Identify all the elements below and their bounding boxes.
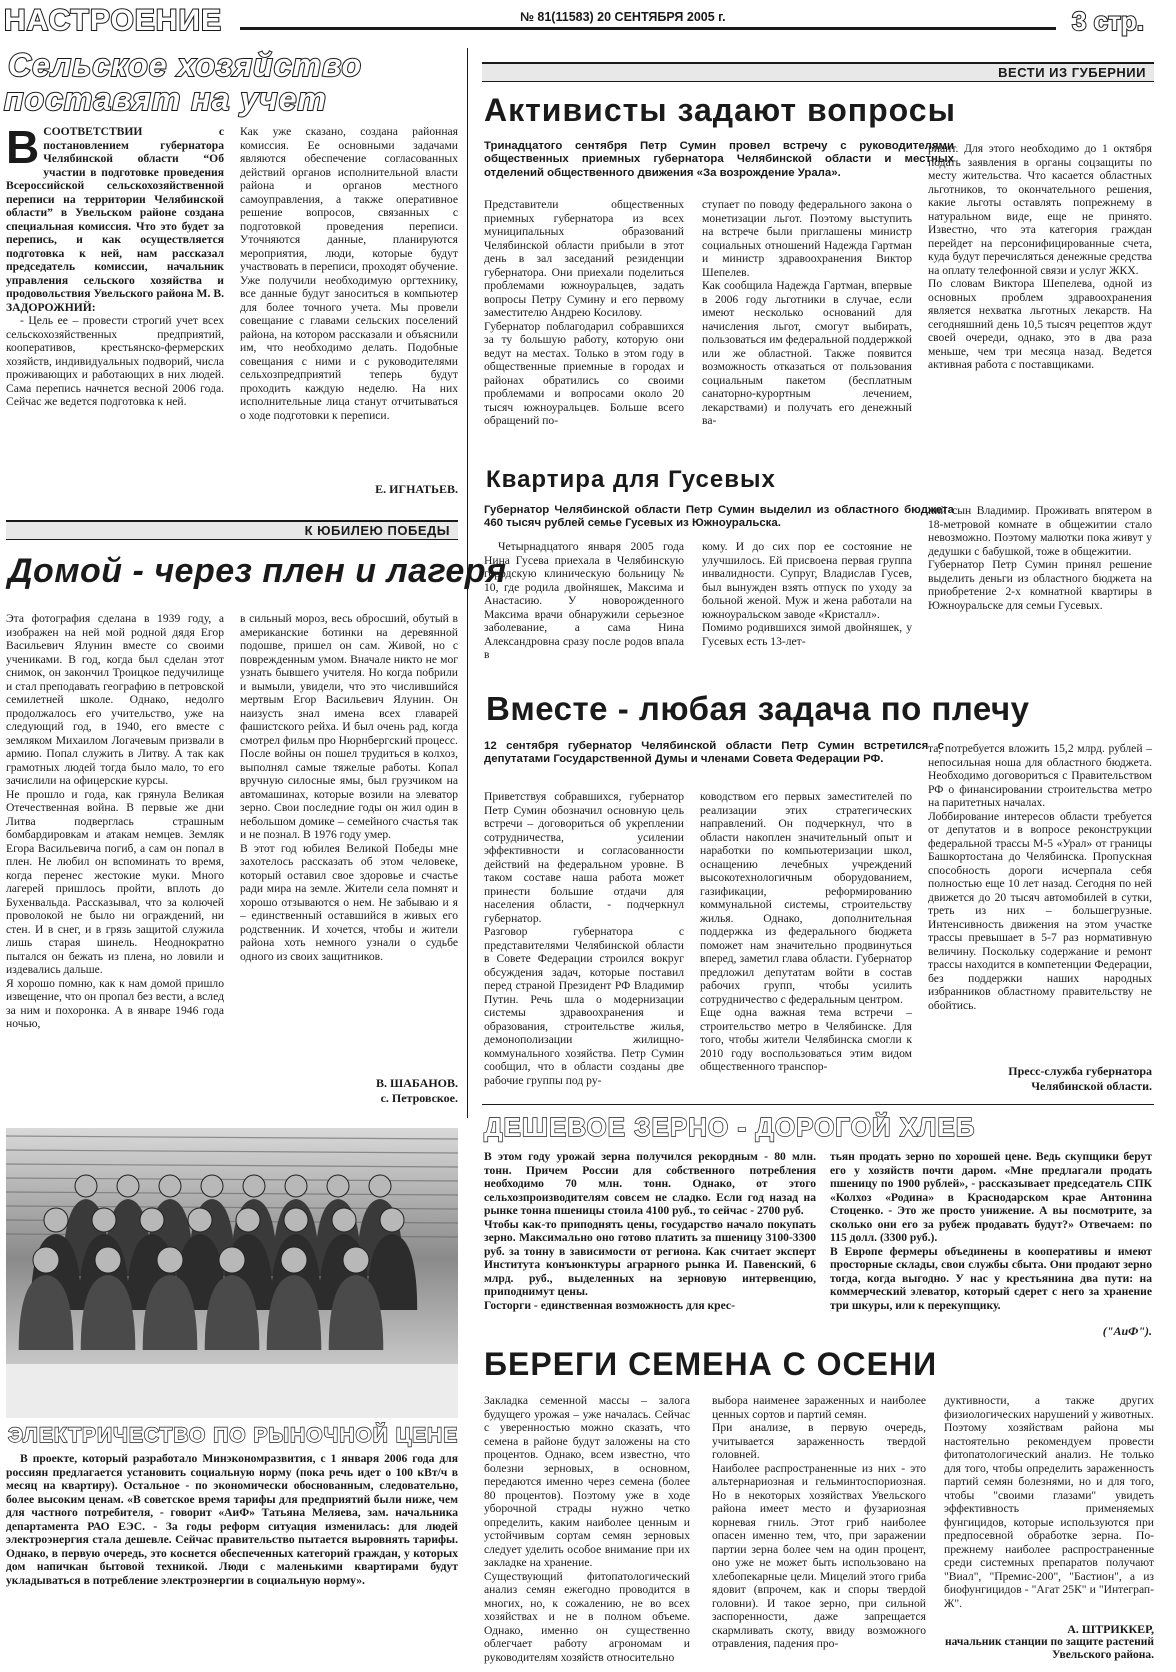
seeds-signature-role: начальник станции по защите растений Увельского района. [944,1636,1154,1662]
seeds-col2-text: выбора наименее зараженных и наиболее ценных сортов и партий семян. При анализе, в первую очередь, учитывается зараженность твердой головней. Наиболее распространенные из них - это альтернариозная и гельминтоспориозная. Но в некоторых хозяйствах Увельского района имеет место и фузариозная корневая гниль. Этот гриб наиболее опасен именно тем, что, при заражении партии зерна более чем на один процент, оно уже не может быть использовано на хлебопекарные цели. Мицелий этого гриба ядовит (впрочем, как и споры твердой головни). И такое зерно, при сильной заспоренности, даже запрещается скармливать скоту, ввиду возможного отравления, падения про- [712,1394,926,1650]
activists-lead: Тринадцатого сентября Петр Сумин провел встречу с руководителями общественных приемных губернатора Челябинской области и местных отделений общественного движения «За возрождение Урала». [484,140,954,179]
section-title: НАСТРОЕНИЕ [4,4,223,37]
activists-column-3 [928,142,1152,457]
person-head [33,1247,59,1273]
activists-column-1 [484,198,684,453]
person-head [236,1208,260,1232]
agri-column-1 [6,125,224,505]
apartment-col1-text: Четырнадцатого января 2005 года Нина Гусева приехала в Челябинскую городскую клиническую больницу № 10, где родила двойняшек, Максима и Анастасию. У новорожденного Максима врачи обнаружили серьезное заболевание, а сама Нина Александровна сразу после родов впала в [484,540,684,661]
activists-col1-text: Представители общественных приемных губернатора из всех муниципальных образований Челябинской области прибыли в этот день в зал заседаний резиденции губернатора. Они приехали поделиться проблемами южноуральцев, задать вопросы Петру Сумину и его первому заместителю Андрею Косилову. Губернатор поблагодарил собравшихся за ту большую работу, которую они ведут на местах. Только в этом году в общественные приемные в городах и районах обратились со своими проблемами и вопросами около 20 тысяч южноуральцев. Больше всего обращений по- [484,198,684,427]
apartment-column-1 [484,540,684,670]
grain-col1-text: В этом году урожай зерна получился рекордным - 80 млн. тонн. Причем России для собственного потребления необходимо 70 млн. тонн. Однако, от этого сельхозпроизводителям совсем не сладко. Если год назад на рынке тонна пшеницы стоила 4100 руб., то сейчас - 2700 руб. Чтобы как-то приподнять цены, государство начало покупать зерно. Максимально оно готово платить за пшеницу 3100-3300 руб. за тонну в зависимости от региона. Как считает эксперт Института конъюнктуры аграрного рынка И. Павенский, 6 млрд. руб., выделенных на зерновую интервенцию, приподнимут цены. Госторги - единственная возможность для крес- [484,1150,816,1312]
power-text [6,1452,458,1668]
agri-quote: - Цель ее – провести строгий учет всех сельскохозяйственных предприятий, кооперативов, крестьянско-фермерских хозяйств, индивидуальных подворий, числа проживающих и работающих в них людей. Сама перепись начнется весной 2006 года. Сейчас же ведется подготовка к ней. [6,314,224,408]
grain-title: ДЕШЕВОЕ ЗЕРНО - ДОРОГОЙ ХЛЕБ [484,1112,976,1142]
together-signature-org: Челябинской области. [1031,1079,1152,1093]
power-title: ЭЛЕКТРИЧЕСТВО ПО РЫНОЧНОЙ ЦЕНЕ [8,1424,459,1447]
agri-title-line2: поставят на учет [4,81,327,117]
together-col3-text: та, потребуется вложить 15,2 млрд. рублей – непосильная ноша для областного бюджета. Необходимо договориться с Правительством РФ о финансировании строительства метро на паритетных началах. Лоббирование интересов области требуется от депутатов и в вопросе реконструкции федеральной трассы М-5 «Урал» от границы Башкортостана до Челябинска. Пропускная способность дороги исчерпала себя полностью еще 10 лет назад. Сегодня по ней движется до 20 тысяч автомобилей в сутки, треть из них – большегрузные. Интенсивность движения на этом участке трассы превышает в 5-7 раз нормативную величину. Поскольку содержание и ремонт трассы находится в компетенции Федерации, без поддержки наших народных избранников областному правительству не обойтись. [928,742,1152,1012]
class-photo-image [6,1128,458,1418]
grain-column-2 [830,1150,1152,1322]
page-number: 3 стр. [1072,6,1144,36]
person-head [159,1175,181,1197]
power-body: В проекте, который разработало Минэкономразвития, с 1 января 2006 года для россиян предлагается установить социальную норму (пока речь идет о 100 кВт/ч в месяц на квартиру). Остальное - по экономически обоснованным, следовательно, более высоким ценам. «В советское время тарифы для предприятий были ниже, чем для частного потребителя, - говорит «АиФ» Татьяна Меляева, зам. начальника департамента РАО ЕЭС. - За годы реформ ситуация изменилась: для людей электроэнергия стала дешевле. Сейчас правительство пытается выровнять тарифы. Однако, в первую очередь, это коснется обеспеченных категорий граждан, у которых дом напичкан бытовой техникой. Люди с маленькими квартирами будут укладываться в потребление электроэнергии в социальную норму». [6,1452,458,1587]
apartment-lead: Губернатор Челябинской области Петр Сумин выделил из областного бюджета 460 тысяч рублей семье Гусевых из Южноуральска. [484,504,954,530]
issue-date: № 81(11583) 20 СЕНТЯБРЯ 2005 г. [520,10,726,24]
together-title: Вместе - любая задача по плечу [486,690,1030,727]
person-head [285,1175,307,1197]
person-head [188,1208,212,1232]
seeds-column-3 [944,1394,1154,1620]
victory-column-2 [240,612,458,1072]
together-bottom-rule [482,1104,1154,1105]
person-head [332,1208,356,1232]
activists-column-2 [702,198,912,453]
apartment-title: Квартира для Гусевых [486,466,776,493]
person-head [380,1208,404,1232]
apartment-col2-text: кому. И до сих пор ее состояние не улучшилось. Ей присвоена первая группа инвалидности. Супруг, Владислав Гусев, был вынужден взять отпуск по уходу за больной женой. Муж и жена работали на южноуральском заводе «Кристалл». Помимо родившихся зимой двойняшек, у Гусевых есть 13-лет- [702,540,912,648]
victory-col2-text: в сильный мороз, весь обросший, обутый в американские ботинки на деревянной подошве, пришел он сам. Живой, но с поврежденным умом. Вначале никто не мог узнать бывшего учителя. Но когда побрили и вымыли, увидели, что это числившийся мертвым Егор Васильевич Ялунин. Он наизусть знал имена всех главарей фашистского рейха. И был очень рад, когда смотрел фильм про Нюрнбергский процесс. После войны он пошел трудиться в колхоз, выполнял самые тяжелые работы. Копал вручную силосные ямы, был грузчиком на автомашинах, которые возили на элеватор зерно. Свои последние годы он жил один в небольшом домике – семейного счастья так и не познал. В 1976 году умер. В этот год юбилея Великой Победы мне захотелось рассказать об этом человеке, который оставил свое здоровье и счастье ради мира на земле. Жители села помнят и хорошо отзываются о нем. Не забываю и я – единственный оставшийся в живых его родственник. И хочется, чтобы и жители района хоть немного узнали о судьбе одного из своих защитников. [240,612,458,963]
agri-dropcap: В [6,125,40,173]
seeds-column-1 [484,1394,690,1666]
person-head [157,1247,183,1273]
apartment-col3-text: ний сын Владимир. Проживать впятером в 18-метровой комнате в общежитии стало невозможно. Поэтому малютки пока живут у дедушки с бабушкой, тоже в общежитии. Губернатор Петр Сумин принял решение выделить деньги из областного бюджета на приобретение 2-х комнатной квартиры в Южноуральске для семьи Гусевых. [928,504,1152,612]
activists-title: Активисты задают вопросы [484,92,956,128]
together-column-2 [700,790,912,1090]
together-col1-text: Приветствуя собравшихся, губернатор Петр Сумин обозначил основную цель встречи – договориться об укреплении сотрудничества, усилении эффективности и согласованности действий на федеральном уровне. В таком составе наша работа может принести большие отдачи для населения области, - подчеркнул губернатор. Разговор губернатора с представителями Челябинской области в Совете Федерации строился вокруг обсуждения задач, которые поставил перед страной Президент РФ Владимир Путин. Речь шла о модернизации системы здравоохранения и образования, строительстве жилья, демонополизации жилищно-коммунального хозяйства. Петр Сумин сообщил, что в области созданы две рабочие группы под ру- [484,790,684,1087]
class-photo [6,1128,458,1418]
together-lead: 12 сентября губернатор Челябинской области Петр Сумин встретился с депутатами Государственной Думы и членами Совета Федерации РФ. [484,740,944,766]
agri-title-line1: Сельское хозяйство [8,47,363,83]
person-head [140,1208,164,1232]
seeds-signature: А. ШТРИККЕР, [1067,1622,1154,1636]
apartment-column-3 [928,504,1152,674]
person-head [243,1175,265,1197]
region-banner-label: ВЕСТИ ИЗ ГУБЕРНИИ [998,65,1146,80]
person-head [284,1208,308,1232]
grain-source: ("АиФ"). [1102,1324,1152,1338]
seeds-column-2 [712,1394,926,1666]
person-head [201,1175,223,1197]
agri-column-2 [240,125,458,475]
person-head [327,1175,349,1197]
region-banner [482,62,1154,82]
agri-body: Как уже сказано, создана районная комиссия. Ее основными задачами являются обеспечение согласованных действий органов исполнительной власти района и органов местного самоуправления, а также оперативное решение вопросов, связанных с подготовкой проведения переписи. Уточняются данные, планируются мероприятия, люди, которые будут участвовать в переписи, проходят обучение. Уже получили необходимую оргтехнику, все данные будут заноситься в компьютер для более точного учета. Мы провели совещание с главами сельских поселений района, на котором рассказали и объяснили им, что необходимо делать. Подобные совещания с ними и с руководителями сельхозпредприятий теперь будут проходить каждую неделю. На них исполнительные лица станут отчитываться о ходе подготовки к переписи. [240,125,458,422]
victory-col1-text: Эта фотография сделана в 1939 году, а изображен на ней мой родной дядя Егор Васильевич Ялунин вместе со своими учениками. В год, когда был сделан этот снимок, он закончил Троицкое педучилище и стал преподавать географию в петровской семилетней школе. Однако, недолго продолжалось его учительство, уже на следующий год, в 1940, его вместе с земляком Михаилом Логачевым призвали в армию. Попал служить в Литву. А так как грамотных людей тогда было мало, то его зачислили на офицерские курсы. Не прошло и года, как грянула Великая Отечественная война. В первые же дни Литва подверглась страшным бомбардировкам и атакам немцев. Земляк Егора Васильевича погиб, а сам он попал в плен. Не любил он вспоминать то время, когда перенес жестокие муки. Много лагерей пришлось пройти, вплоть до Бухенвальда. Рассказывал, что за колючей проволокой не было ни ограждений, ни стен. И в снег, и в грязь защитой служила лишь старая шинель. Неоднократно пытался он бежать из плена, но ловили и издевались дальше. Я хорошо помню, как к нам домой пришло извещение, что он пропал без вести, а вслед за ним и похоронка. А в январе 1946 года ночью, [6,612,224,1030]
together-col2-text: ководством его первых заместителей по реализации этих стратегических направлений. Он подчеркнул, что в области накоплен значительный опыт и наработки по компьютеризации школ, оснащению лечебных учреждений высокотехнологичным оборудованием, газификации, реформированию коммунальной системы, строительству жилья. Однако, дополнительная поддержка из федерального бюджета поможет нам значительно продвинуться вперед, заметил глава области. Губернатор предложил депутатам войти в состав рабочих групп, чтобы усилить сотрудничество с федеральным центром. Еще одна важная тема встречи – строительство метро в Челябинске. Для того, чтобы жители Челябинска смогли к 2010 году воспользоваться этим видом общественного транспор- [700,790,912,1073]
victory-banner-label: К ЮБИЛЕЮ ПОБЕДЫ [304,523,450,538]
victory-place: с. Петровское. [380,1091,458,1105]
person-head [281,1247,307,1273]
person-head [219,1247,245,1273]
together-column-1 [484,790,684,1090]
person-head [343,1247,369,1273]
together-column-3 [928,742,1152,1060]
person-head [117,1175,139,1197]
grain-col2-text: тьян продать зерно по хорошей цене. Ведь скупщики берут его у хозяйств почти даром. «Мне предлагали продать пшеницу по 1900 рублей», - рассказывает председатель СПК «Колхоз «Родина» в Краснодарском крае Антонина Стоценко. - Это же просто унижение. А вы посмотрите, за сколько они его за рубеж продавать будут?» Отвечаем: по 115 долл. (3300 руб.). В Европе фермеры объединены в кооперативы и имеют просторные склады, свои службы сбыта. Они продают зерно тогда, когда выгодно. У нас у крестьянина два пути: на коммерческий элеватор, который сдерет с него за хранение три шкуры, или к перекупщику. [830,1150,1152,1312]
person-head [95,1247,121,1273]
activists-col3-text: риант. Для этого необходимо до 1 октября подать заявления в органы соцзащиты по месту жительства. Что касается областных льготников, то окончательного решения, какие льготы оставлять попрежнему в натуральном виде, еще не принято. Известно, что эта категория граждан перейдет на персонифицированные счета, куда будут перечисляться денежные средства на оплату телефонной связи и услуг ЖКХ. По словам Виктора Шепелева, одной из основных проблем здравоохранения является нехватка льготных лекарств. На сегодняшний день 10,5 тысяч рецептов ждут своей очереди, однако, это в два раза меньше, чем три месяца назад. Ведется активная работа с поставщиками. [928,142,1152,371]
victory-title: Домой - через плен и лагеря [8,552,507,590]
seeds-col3-text: дуктивности, а также других физиологических нарушений у животных. Поэтому хозяйствам района мы настоятельно рекомендуем провести фитопатологический анализ. Не только для того, чтобы определить зараженность партий семян болезнями, но и для того, чтобы "своими глазами" увидеть эффективность применяемых фунгицидов, которые используются при предпосевной обработке зерна. По-прежнему наиболее распространенные среди системных препаратов получают "Виал", "Премис-200", "Бастион", а из биофунгицидов - "Агат 25К" и "Интеграп-Ж". [944,1394,1154,1610]
victory-banner [6,520,458,540]
victory-column-1 [6,612,224,1100]
victory-signature: В. ШАБАНОВ. [376,1076,458,1090]
grain-column-1 [484,1150,816,1336]
seeds-title: БЕРЕГИ СЕМЕНА С ОСЕНИ [484,1346,938,1382]
person-head [44,1208,68,1232]
person-head [75,1175,97,1197]
activists-col2-text: ступает по поводу федерального закона о монетизации льгот. Поэтому выступить на встрече были приглашены министр социальных отношений Надежда Гартман и министр здравоохранения Виктор Шепелев. Как сообщила Надежда Гартман, впервые в 2006 году льготники в случае, если имеют несколько оснований для начисления льгот, смогут выбирать, пользоваться им федеральной поддержкой или же областной. Также появится возможность отказаться от пользования социальным пакетом (бесплатным санаторно-курортным лечением, лекарствами) и получать его денежный ва- [702,198,912,427]
seeds-col1-text: Закладка семенной массы – залога будущего урожая – уже началась. Сейчас с уверенностью можно сказать, что семена в районе будут заложены на сто процентов. Однако, всем известно, что болезни зерновых, в основном, передаются именно через семена (более 80 процентов). Поэтому уже в ходе уборочной страды нужно четко определить, каким наиболее ценным и устойчивым сортам семян зерновых следует уделить особое внимание при их закладке на хранение. Существующий фитопатологический анализ семян ежегодно проводится в многих, но, к сожалению, не во всех хозяйствах и не в полном объеме. Однако, именно он существенно облегчает работу агрономам и руководителям хозяйств относительно [484,1394,690,1664]
agri-intro: СООТВЕТСТВИИ с постановлением губернатора Челябинской области “Об участии в подготовке проведения Всероссийской сельскохозяйственной переписи на территории Челябинской области” в Увельском районе создана специальная комиссия. Что это будет за перепись, и как осуществляется подготовка к ней, нам рассказал председатель комиссии, начальник управления сельского хозяйства и продовольствия Увельского района М. В. ЗАДОРОЖНИЙ: [6,125,224,314]
person-head [369,1175,391,1197]
together-signature: Пресс-служба губернатора [1008,1064,1152,1078]
masthead-rule [240,27,1056,30]
snow-ground [6,1364,458,1418]
apartment-column-2 [702,540,912,670]
agri-signature: Е. ИГНАТЬЕВ. [375,482,458,496]
masthead [0,0,1176,44]
person-head [92,1208,116,1232]
